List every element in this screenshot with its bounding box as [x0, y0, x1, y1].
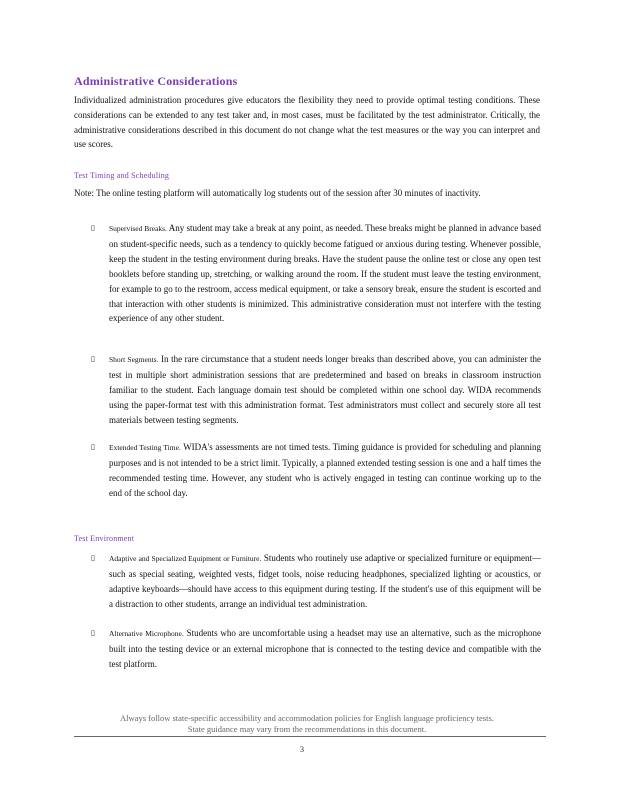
item-lead: Adaptive and Specialized Equipment or Furniture.: [109, 554, 262, 563]
footer-divider: [74, 736, 546, 737]
item-lead: Extended Testing Time.: [109, 443, 181, 452]
section-heading-environment: Test Environment: [74, 534, 135, 543]
bullet-icon: ▯: [91, 224, 95, 232]
list-item-adaptive-equipment: [91, 551, 541, 612]
item-text: Any student may take a break at any point, as needed. These breaks might be planned in advance based on student-specific needs, such as a tendency to quickly become fatigued or anxious during testing. Whenever possible, keep the student in the testing environment during breaks. Have the student pause the online test or close any open test booklets before standing up, stretching, or walking around the room. If the student must leave the testing environment, for example to go to the restroom, access medical equipment, or take a sensory break, ensure the student is escorted and that interaction with other students is minimized. This administrative consideration must not interfere with the testing experience of any other student.: [109, 223, 541, 324]
item-text: WIDA's assessments are not timed tests. Timing guidance is provided for scheduling and planning purposes and is not intended to be a strict limit. Typically, a planned extended testing session is one and a half times the recommended testing time. However, any student who is actively engaged in testing can continue working up to the end of the school day.: [109, 442, 542, 498]
item-text: In the rare circumstance that a student needs longer breaks than described above, you can administer the test in multiple short administration sessions that are predetermined and based on breaks in classroom instruction familiar to the student. Each language domain test should be completed within one school day. WIDA recommends using the paper-format test with this administration format. Test administrators must collect and securely store all test materials between testing segments.: [109, 354, 542, 425]
list-item-extended-time: [91, 440, 541, 501]
item-lead: Alternative Microphone.: [109, 629, 184, 638]
footer-line-2: State guidance may vary from the recommendations in this document.: [187, 724, 427, 734]
list-item-short-segments: [91, 352, 541, 428]
intro-paragraph: Individualized administration procedures give educators the flexibility they need to provide optimal testing conditions. These considerations can be extended to any test taker and, in most cases, must be facilitated by the test administrator. Critically, the administrative considerations described in this document do not change what the test measures or the way you can interpret and use scores.: [74, 95, 540, 150]
item-text: Students who routinely use adaptive or specialized furniture or equipment—such as special seating, weighted vests, fidget tools, noise reducing headphones, specialized lighting or acoustics, or adaptive keyboards—should have access to this equipment during testing. If the student's use of this equipment will be a distraction to other students, arrange an individual test administration.: [109, 553, 541, 609]
section-heading-timing: Test Timing and Scheduling: [74, 171, 170, 180]
footer-note: [74, 713, 540, 735]
page-title: Administrative Considerations: [74, 74, 238, 88]
bullet-icon: ▯: [91, 443, 95, 451]
item-lead: Short Segments.: [109, 355, 159, 364]
bullet-icon: ▯: [91, 554, 95, 562]
list-item-alternative-microphone: [91, 626, 541, 672]
list-item-supervised-breaks: [91, 221, 541, 326]
bullet-icon: ▯: [91, 355, 95, 363]
item-lead: Supervised Breaks.: [109, 224, 167, 233]
item-text: Students who are uncomfortable using a headset may use an alternative, such as the microphone built into the testing device or an external microphone that is connected to the testing device and compatible with the test platform.: [109, 628, 541, 669]
page-number: 3: [300, 745, 304, 754]
timing-note: Note: The online testing platform will automatically log students out of the session after 30 minutes of inactivity.: [74, 188, 481, 198]
bullet-icon: ▯: [91, 629, 95, 637]
footer-line-1: Always follow state-specific accessibility and accommodation policies for English language proficiency tests.: [120, 713, 494, 723]
